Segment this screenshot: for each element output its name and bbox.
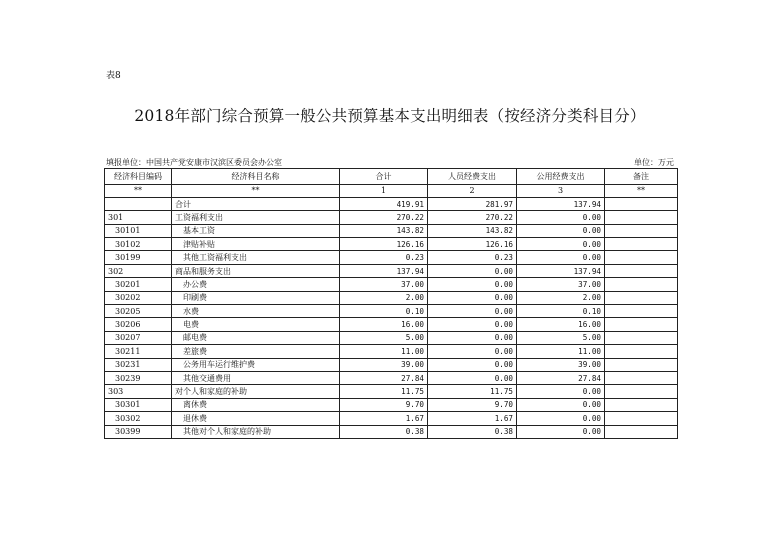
cell-public: 0.10 [517, 305, 605, 318]
header-name: 经济科目名称 [172, 169, 340, 185]
cell-name: 对个人和家庭的补助 [172, 385, 340, 398]
index-personnel: 2 [428, 184, 517, 197]
cell-code: 30201 [105, 278, 172, 291]
header-note: 备注 [605, 169, 678, 185]
filling-unit: 填报单位：中国共产党安康市汉滨区委员会办公室 [106, 158, 282, 167]
cell-personnel: 0.00 [428, 305, 517, 318]
table-row [105, 371, 678, 384]
table-row [105, 412, 678, 425]
cell-note [605, 331, 678, 344]
header-code: 经济科目编码 [105, 169, 172, 185]
cell-code: 302 [105, 264, 172, 277]
cell-code: 30199 [105, 251, 172, 264]
cell-public: 37.00 [517, 278, 605, 291]
table-row [105, 425, 678, 438]
cell-note [605, 305, 678, 318]
cell-note [605, 398, 678, 411]
cell-name: 其他工资福利支出 [172, 251, 340, 264]
header-row [105, 169, 678, 185]
cell-code: 30211 [105, 345, 172, 358]
table-row [105, 197, 678, 210]
header-public: 公用经费支出 [517, 169, 605, 185]
cell-personnel: 11.75 [428, 385, 517, 398]
cell-name: 其他对个人和家庭的补助 [172, 425, 340, 438]
cell-total: 27.84 [340, 371, 428, 384]
table-row [105, 358, 678, 371]
cell-name: 其他交通费用 [172, 371, 340, 384]
cell-total: 0.10 [340, 305, 428, 318]
cell-name: 水费 [172, 305, 340, 318]
cell-public: 11.00 [517, 345, 605, 358]
cell-note [605, 318, 678, 331]
cell-note [605, 264, 678, 277]
cell-name: 离休费 [172, 398, 340, 411]
cell-note [605, 358, 678, 371]
cell-total: 11.75 [340, 385, 428, 398]
cell-code: 303 [105, 385, 172, 398]
cell-total: 126.16 [340, 238, 428, 251]
cell-note [605, 371, 678, 384]
cell-total: 5.00 [340, 331, 428, 344]
money-unit: 单位：万元 [634, 158, 674, 167]
cell-personnel: 0.23 [428, 251, 517, 264]
cell-code: 30101 [105, 224, 172, 237]
cell-name: 办公费 [172, 278, 340, 291]
cell-name: 商品和服务支出 [172, 264, 340, 277]
cell-total: 2.00 [340, 291, 428, 304]
page-title: 2018年部门综合预算一般公共预算基本支出明细表（按经济分类科目分） [134, 107, 646, 125]
cell-personnel: 0.00 [428, 278, 517, 291]
cell-public: 27.84 [517, 371, 605, 384]
cell-public: 0.00 [517, 224, 605, 237]
cell-name: 工资福利支出 [172, 211, 340, 224]
table-row [105, 211, 678, 224]
cell-note [605, 291, 678, 304]
cell-note [605, 345, 678, 358]
cell-name: 印刷费 [172, 291, 340, 304]
cell-personnel: 1.67 [428, 412, 517, 425]
cell-name: 基本工资 [172, 224, 340, 237]
cell-code: 30202 [105, 291, 172, 304]
header-total: 合计 [340, 169, 428, 185]
table-row [105, 264, 678, 277]
table-row [105, 345, 678, 358]
cell-personnel: 126.16 [428, 238, 517, 251]
cell-public: 0.00 [517, 211, 605, 224]
index-code: ** [105, 184, 172, 197]
cell-total: 0.38 [340, 425, 428, 438]
header-personnel: 人员经费支出 [428, 169, 517, 185]
table-row [105, 385, 678, 398]
cell-note [605, 412, 678, 425]
table-row [105, 278, 678, 291]
cell-note [605, 425, 678, 438]
cell-name: 公务用车运行维护费 [172, 358, 340, 371]
cell-note [605, 211, 678, 224]
cell-note [605, 197, 678, 210]
cell-note [605, 385, 678, 398]
cell-code: 301 [105, 211, 172, 224]
table-row [105, 305, 678, 318]
cell-note [605, 238, 678, 251]
cell-personnel: 0.38 [428, 425, 517, 438]
cell-note [605, 224, 678, 237]
cell-code: 30205 [105, 305, 172, 318]
cell-total: 137.94 [340, 264, 428, 277]
index-name: ** [172, 184, 340, 197]
cell-personnel: 9.70 [428, 398, 517, 411]
index-total: 1 [340, 184, 428, 197]
cell-name: 退休费 [172, 412, 340, 425]
cell-public: 0.00 [517, 385, 605, 398]
cell-code: 30231 [105, 358, 172, 371]
cell-name: 合计 [172, 197, 340, 210]
table-row [105, 318, 678, 331]
table-row [105, 251, 678, 264]
cell-name: 差旅费 [172, 345, 340, 358]
cell-code: 30102 [105, 238, 172, 251]
cell-total: 16.00 [340, 318, 428, 331]
table-row [105, 331, 678, 344]
cell-public: 0.00 [517, 425, 605, 438]
cell-total: 37.00 [340, 278, 428, 291]
table-row [105, 224, 678, 237]
cell-public: 39.00 [517, 358, 605, 371]
cell-name: 津贴补贴 [172, 238, 340, 251]
cell-public: 0.00 [517, 398, 605, 411]
cell-code: 30207 [105, 331, 172, 344]
cell-personnel: 281.97 [428, 197, 517, 210]
cell-total: 39.00 [340, 358, 428, 371]
cell-code: 30206 [105, 318, 172, 331]
table-row [105, 238, 678, 251]
cell-name: 电费 [172, 318, 340, 331]
cell-total: 9.70 [340, 398, 428, 411]
cell-name: 邮电费 [172, 331, 340, 344]
cell-total: 270.22 [340, 211, 428, 224]
cell-personnel: 0.00 [428, 264, 517, 277]
cell-code [105, 197, 172, 210]
cell-personnel: 0.00 [428, 371, 517, 384]
cell-personnel: 0.00 [428, 318, 517, 331]
index-note: ** [605, 184, 678, 197]
cell-total: 1.67 [340, 412, 428, 425]
cell-personnel: 0.00 [428, 358, 517, 371]
cell-personnel: 0.00 [428, 291, 517, 304]
cell-personnel: 0.00 [428, 331, 517, 344]
table-label: 表8 [106, 71, 121, 81]
cell-code: 30301 [105, 398, 172, 411]
cell-public: 2.00 [517, 291, 605, 304]
cell-total: 143.82 [340, 224, 428, 237]
cell-total: 0.23 [340, 251, 428, 264]
cell-note [605, 278, 678, 291]
cell-code: 30239 [105, 371, 172, 384]
cell-public: 137.94 [517, 264, 605, 277]
cell-total: 11.00 [340, 345, 428, 358]
cell-public: 0.00 [517, 412, 605, 425]
table-row [105, 291, 678, 304]
cell-personnel: 143.82 [428, 224, 517, 237]
cell-public: 0.00 [517, 238, 605, 251]
index-public: 3 [517, 184, 605, 197]
table-row [105, 398, 678, 411]
cell-note [605, 251, 678, 264]
expenditure-detail-table [104, 168, 678, 439]
cell-public: 137.94 [517, 197, 605, 210]
cell-code: 30399 [105, 425, 172, 438]
index-row [105, 184, 678, 197]
cell-public: 5.00 [517, 331, 605, 344]
cell-public: 16.00 [517, 318, 605, 331]
cell-total: 419.91 [340, 197, 428, 210]
cell-public: 0.00 [517, 251, 605, 264]
cell-personnel: 0.00 [428, 345, 517, 358]
cell-personnel: 270.22 [428, 211, 517, 224]
cell-code: 30302 [105, 412, 172, 425]
